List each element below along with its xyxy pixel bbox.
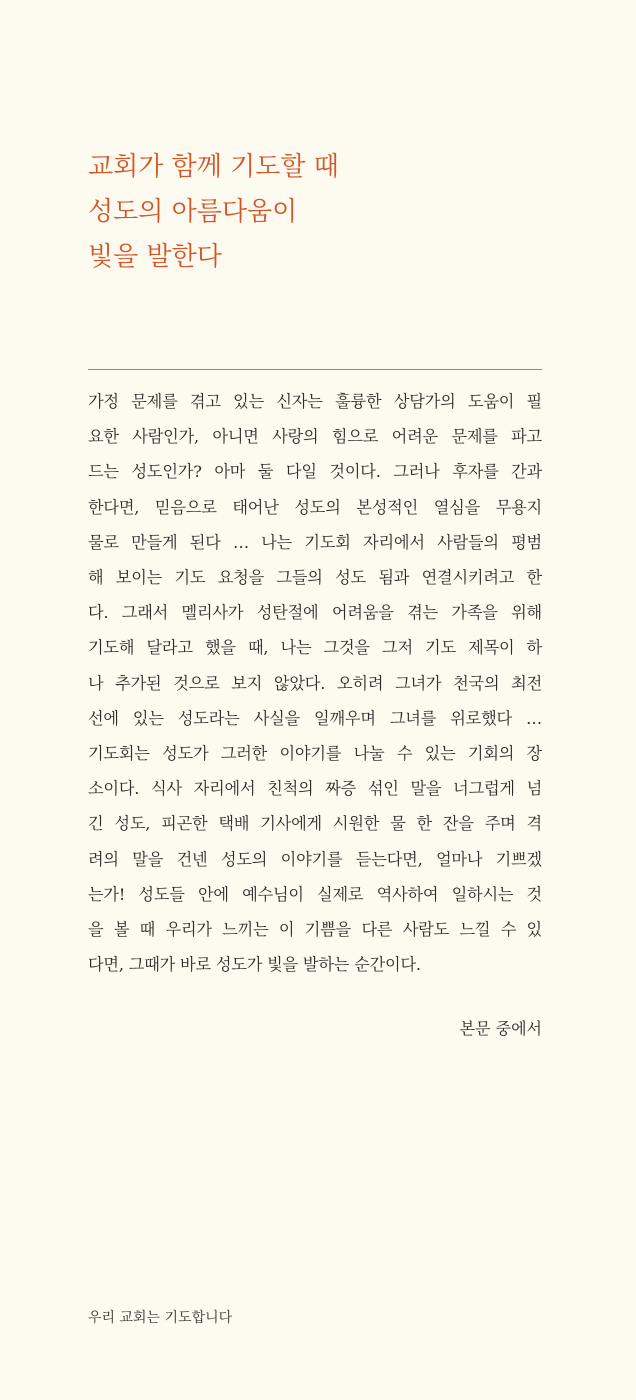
excerpt-line: 는가! 성도들 안에 예수님이 실제로 역사하여 일하시는 것 <box>88 884 542 904</box>
excerpt-line: 을 볼 때 우리가 느끼는 이 기쁨을 다른 사람도 느낄 수 있 <box>88 920 542 940</box>
excerpt-line: 다. 그래서 멜리사가 성탄절에 어려움을 겪는 가족을 위해 <box>88 603 542 623</box>
excerpt-line: 물로 만들게 된다 … 나는 기도회 자리에서 사람들의 평범 <box>88 532 542 552</box>
excerpt-line: 려의 말을 건넨 성도의 이야기를 듣는다면, 얼마나 기쁘겠 <box>88 849 542 869</box>
excerpt-line: 드는 성도인가? 아마 둘 다일 것이다. 그러나 후자를 간과 <box>88 462 542 482</box>
excerpt-line: 긴 성도, 피곤한 택배 기사에게 시원한 물 한 잔을 주며 격 <box>88 814 542 834</box>
excerpt-line: 소이다. 식사 자리에서 친척의 짜증 섞인 말을 너그럽게 넘 <box>88 779 542 799</box>
headline-line: 성도의 아름다움이 <box>88 197 298 228</box>
excerpt-line: 기도회는 성도가 그러한 이야기를 나눌 수 있는 기회의 장 <box>88 744 542 764</box>
excerpt-line: 나 추가된 것으로 보지 않았다. 오히려 그녀가 천국의 최전 <box>88 673 542 693</box>
excerpt-line: 요한 사람인가, 아니면 사랑의 힘으로 어려운 문제를 파고 <box>88 427 542 447</box>
divider-rule <box>88 369 542 370</box>
headline-line: 빛을 발한다 <box>88 242 222 273</box>
excerpt-source: 본문 중에서 <box>459 1019 542 1038</box>
headline-line: 교회가 함께 기도할 때 <box>88 152 339 183</box>
excerpt-body <box>88 384 542 982</box>
headline <box>88 145 548 280</box>
excerpt-line: 한다면, 믿음으로 태어난 성도의 본성적인 열심을 무용지 <box>88 497 542 517</box>
excerpt-line: 해 보이는 기도 요청을 그들의 성도 됨과 연결시키려고 한 <box>88 568 542 588</box>
excerpt-line: 가정 문제를 겪고 있는 신자는 훌륭한 상담가의 도움이 필 <box>88 392 542 411</box>
book-title-footer: 우리 교회는 기도합니다 <box>88 1310 233 1326</box>
excerpt-line: 기도해 달라고 했을 때, 나는 그것을 그저 기도 제목이 하 <box>88 638 542 658</box>
excerpt-line: 다면, 그때가 바로 성도가 빛을 발하는 순간이다. <box>88 955 421 975</box>
excerpt-line: 선에 있는 성도라는 사실을 일깨우며 그녀를 위로했다 … <box>88 708 542 728</box>
